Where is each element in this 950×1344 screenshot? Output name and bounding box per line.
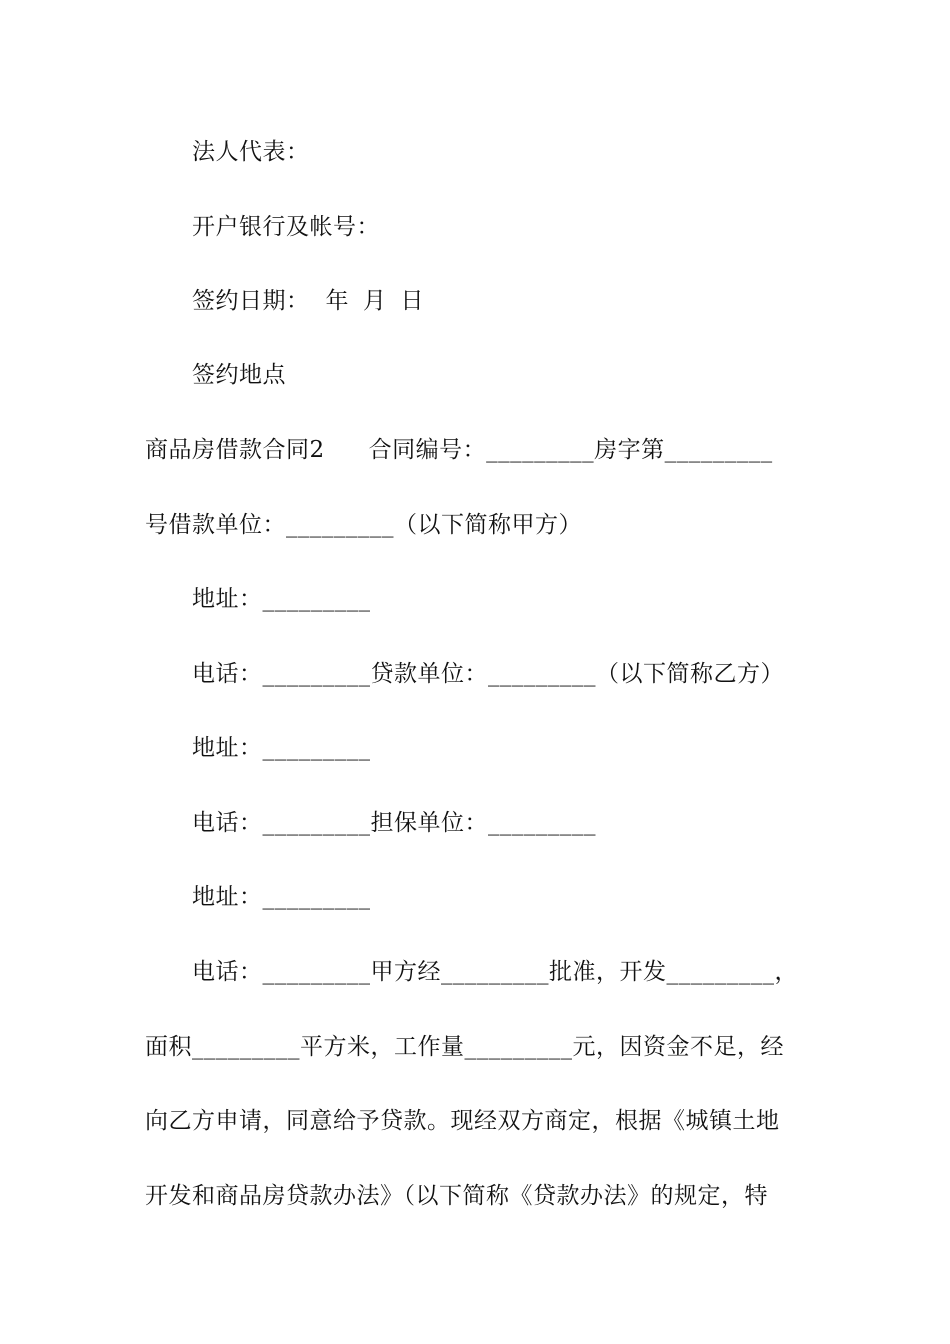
- guarantor-line: [192, 808, 812, 838]
- bank-account-line: [192, 212, 812, 242]
- body-text-1: 电话：_________甲方经_________批准，开发_________，: [192, 959, 798, 985]
- body-line-4: [145, 1181, 810, 1211]
- signing-date-label: 签约日期：: [192, 288, 310, 314]
- body-text-2: 面积_________平方米，工作量_________元，因资金不足，经: [145, 1034, 784, 1060]
- date-day: 日: [400, 288, 424, 314]
- guarantor-text: 电话：_________担保单位：_________: [192, 810, 596, 836]
- borrower-address-line: [192, 584, 812, 614]
- body-text-3: 向乙方申请，同意给予贷款。现经双方商定，根据《城镇土地: [145, 1108, 780, 1134]
- lender-address-line: [192, 733, 812, 763]
- body-line-1: [192, 957, 812, 987]
- lender-text: 电话：_________贷款单位：_________（以下简称乙方）: [192, 661, 784, 687]
- borrower-text: 号借款单位：_________（以下简称甲方）: [145, 512, 582, 538]
- contract-number: 合同编号：_________房字第_________: [368, 437, 773, 463]
- lender-address: 地址：_________: [192, 735, 371, 761]
- guarantor-address: 地址：_________: [192, 884, 371, 910]
- body-line-2: [145, 1032, 810, 1062]
- signing-place-label: 签约地点: [192, 362, 286, 388]
- borrower-line: [145, 510, 810, 540]
- bank-account-label: 开户银行及帐号：: [192, 214, 380, 240]
- signing-place-line: [192, 360, 812, 390]
- legal-representative-line: [192, 137, 812, 167]
- signing-date-line: [192, 286, 812, 316]
- borrower-address: 地址：_________: [192, 586, 371, 612]
- date-month: 月: [363, 288, 387, 314]
- date-year: 年: [325, 288, 349, 314]
- body-text-4: 开发和商品房贷款办法》（以下简称《贷款办法》的规定，特: [145, 1183, 768, 1209]
- lender-line: [192, 659, 812, 689]
- contract-title-line: [145, 435, 810, 465]
- guarantor-address-line: [192, 882, 812, 912]
- legal-representative-label: 法人代表：: [192, 139, 310, 165]
- contract-title: 商品房借款合同2: [145, 437, 325, 463]
- body-line-3: [145, 1106, 810, 1136]
